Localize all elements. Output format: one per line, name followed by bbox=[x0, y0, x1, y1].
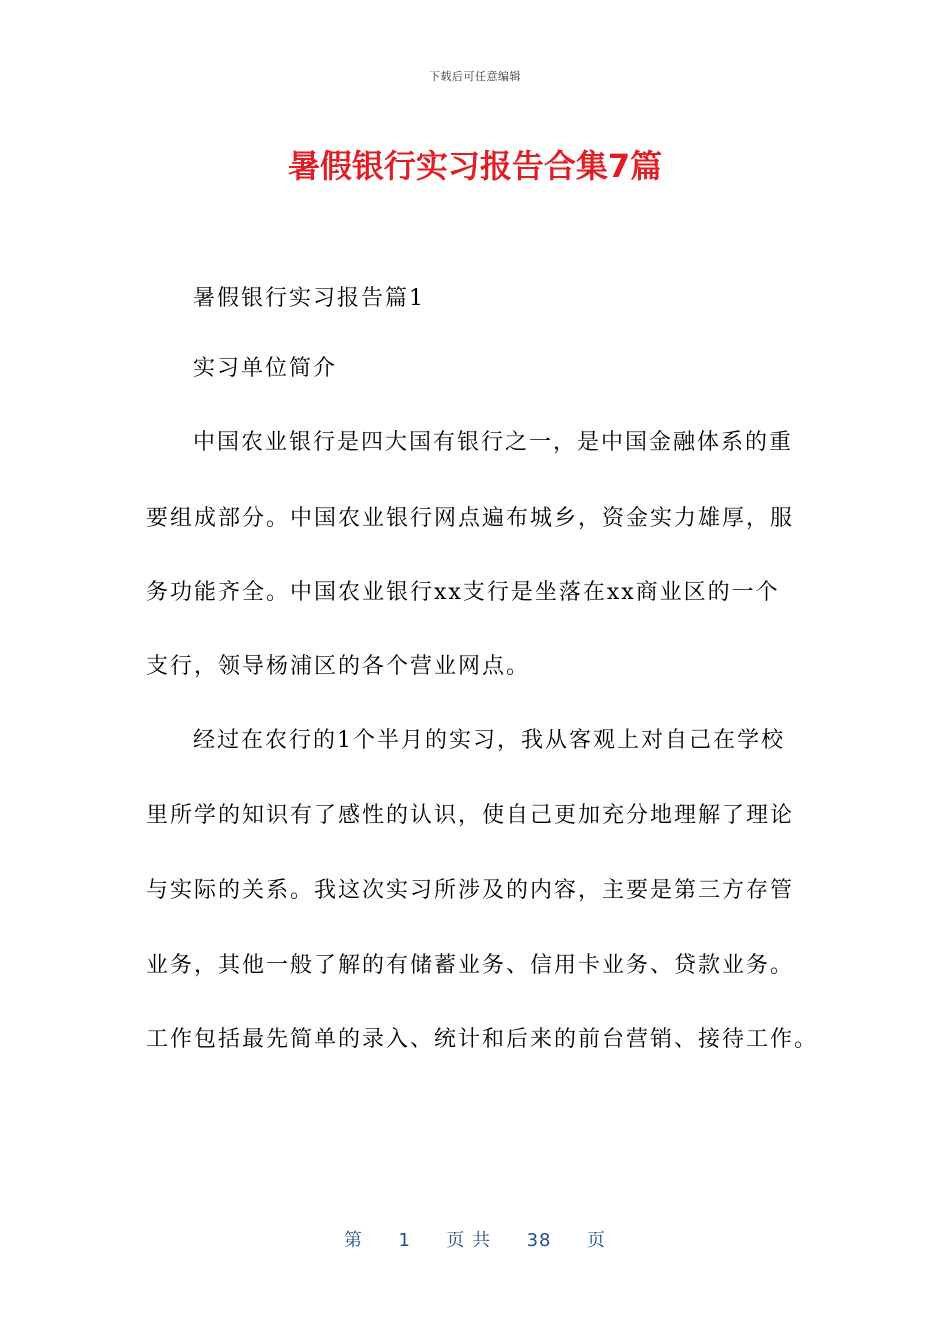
footer-middle: 页 共 bbox=[446, 1230, 492, 1251]
header-note: 下载后可任意编辑 bbox=[429, 70, 521, 83]
page-footer bbox=[0, 1226, 950, 1252]
section-heading: 暑假银行实习报告篇1 bbox=[193, 286, 425, 311]
paragraph-line: 中国农业银行是四大国有银行之一，是中国金融体系的重 bbox=[193, 430, 794, 455]
paragraph-line: 经过在农行的1个半月的实习，我从客观上对自己在学校 bbox=[193, 728, 785, 753]
paragraph-line: 支行，领导杨浦区的各个营业网点。 bbox=[146, 654, 531, 679]
paragraph-line: 与实际的关系。我这次实习所涉及的内容，主要是第三方存管 bbox=[146, 878, 795, 903]
footer-prefix: 第 bbox=[344, 1230, 364, 1251]
document-title: 暑假银行实习报告合集7篇 bbox=[287, 147, 663, 185]
footer-suffix: 页 bbox=[586, 1230, 606, 1251]
footer-current-page: 1 bbox=[398, 1230, 411, 1251]
paragraph-line: 业务，其他一般了解的有储蓄业务、信用卡业务、贷款业务。 bbox=[146, 953, 795, 978]
paragraph-line: 工作包括最先简单的录入、统计和后来的前台营销、接待工作。 bbox=[146, 1027, 819, 1052]
paragraph-line: 里所学的知识有了感性的认识，使自己更加充分地理解了理论 bbox=[146, 803, 795, 828]
subsection-heading: 实习单位简介 bbox=[193, 356, 338, 381]
paragraph-line: 务功能齐全。中国农业银行xx支行是坐落在xx商业区的一个 bbox=[146, 580, 780, 605]
paragraph-line: 要组成部分。中国农业银行网点遍布城乡，资金实力雄厚，服 bbox=[146, 506, 795, 531]
footer-total-pages: 38 bbox=[526, 1230, 552, 1251]
